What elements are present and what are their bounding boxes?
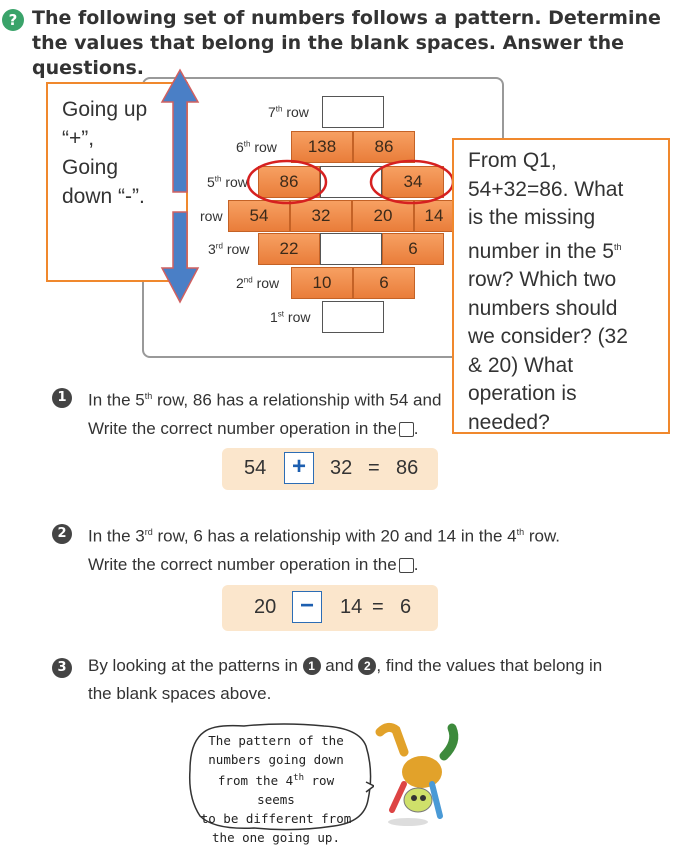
highlight-circle-86 (245, 157, 330, 207)
question-3-text: By looking at the patterns in 1 and 2 , find the values that belong in the blank spaces above. (88, 656, 603, 703)
row-label-4: row (200, 208, 223, 224)
up-down-arrow-icon (160, 68, 200, 304)
row-label-5: 5th row (207, 174, 248, 190)
eq-2-operator[interactable]: − (292, 591, 322, 623)
eq-2-left: 20 (254, 596, 277, 618)
going-up-down-text: Going up “+”, Going down “-”. (62, 98, 148, 208)
question-2-number: 2 (52, 524, 72, 544)
brick: 86 (258, 166, 320, 198)
brick: 138 (291, 131, 353, 163)
brick: 32 (290, 200, 352, 232)
ref-1-icon: 1 (303, 657, 321, 675)
brick: 20 (352, 200, 414, 232)
question-3-number: 3 (52, 658, 72, 678)
blank-brick[interactable] (322, 96, 384, 128)
brick: 6 (353, 267, 415, 299)
brick: 54 (228, 200, 290, 232)
blank-brick[interactable] (322, 301, 384, 333)
equation-2 (222, 585, 438, 631)
answer-box-icon (399, 422, 414, 437)
ref-2-icon: 2 (358, 657, 376, 675)
brick: 14 (414, 200, 454, 232)
blank-brick[interactable] (320, 233, 382, 265)
brick: 22 (258, 233, 320, 265)
eq-2-equals: = (372, 596, 384, 618)
instruction-text: The following set of numbers follows a pattern. Determine the values that belong in the blank spaces. Answer the questions. (32, 7, 661, 79)
row-label-6: 6th row (236, 139, 277, 155)
brick: 10 (291, 267, 353, 299)
answer-box-icon (399, 558, 414, 573)
brick: 34 (382, 166, 444, 198)
question-1-number: 1 (52, 388, 72, 408)
brick: 6 (382, 233, 444, 265)
eq-1-operator[interactable]: + (284, 452, 314, 484)
eq-1-left: 54 (244, 457, 267, 479)
highlight-circle-34 (368, 157, 456, 207)
eq-1-op-box (284, 452, 314, 484)
brick: 86 (353, 131, 415, 163)
eq-1-mid: 32 (330, 457, 353, 479)
eq-2-op-box (292, 591, 322, 623)
question-1-text: In the 5th row, 86 has a relationship with 54 and Write the correct number operation in the . (88, 390, 442, 438)
eq-1-right: 86 (396, 457, 419, 479)
speech-bubble-text: The pattern of the numbers going down from the 4th row seems to be different from the one going up. (200, 733, 352, 846)
eq-2-mid: 14 (340, 596, 363, 618)
cartoon-character-icon (374, 722, 464, 832)
eq-2-right: 6 (400, 596, 412, 618)
question-2-text: In the 3rd row, 6 has a relationship with 20 and 14 in the 4th row. Write the correct number operation in the . (88, 526, 561, 574)
eq-1-equals: = (368, 457, 380, 479)
row-label-1: 1st row (270, 309, 311, 325)
row-label-7: 7th row (268, 104, 309, 120)
row-label-3: 3rd row (208, 241, 250, 257)
hint-text: From Q1, 54+32=86. What is the missing number in the 5th row? Which two numbers should we consider? (32 & 20) What operation is needed? (468, 149, 628, 434)
row-label-2: 2nd row (236, 275, 280, 291)
question-icon: ? (2, 9, 24, 31)
equation-1 (222, 448, 438, 490)
